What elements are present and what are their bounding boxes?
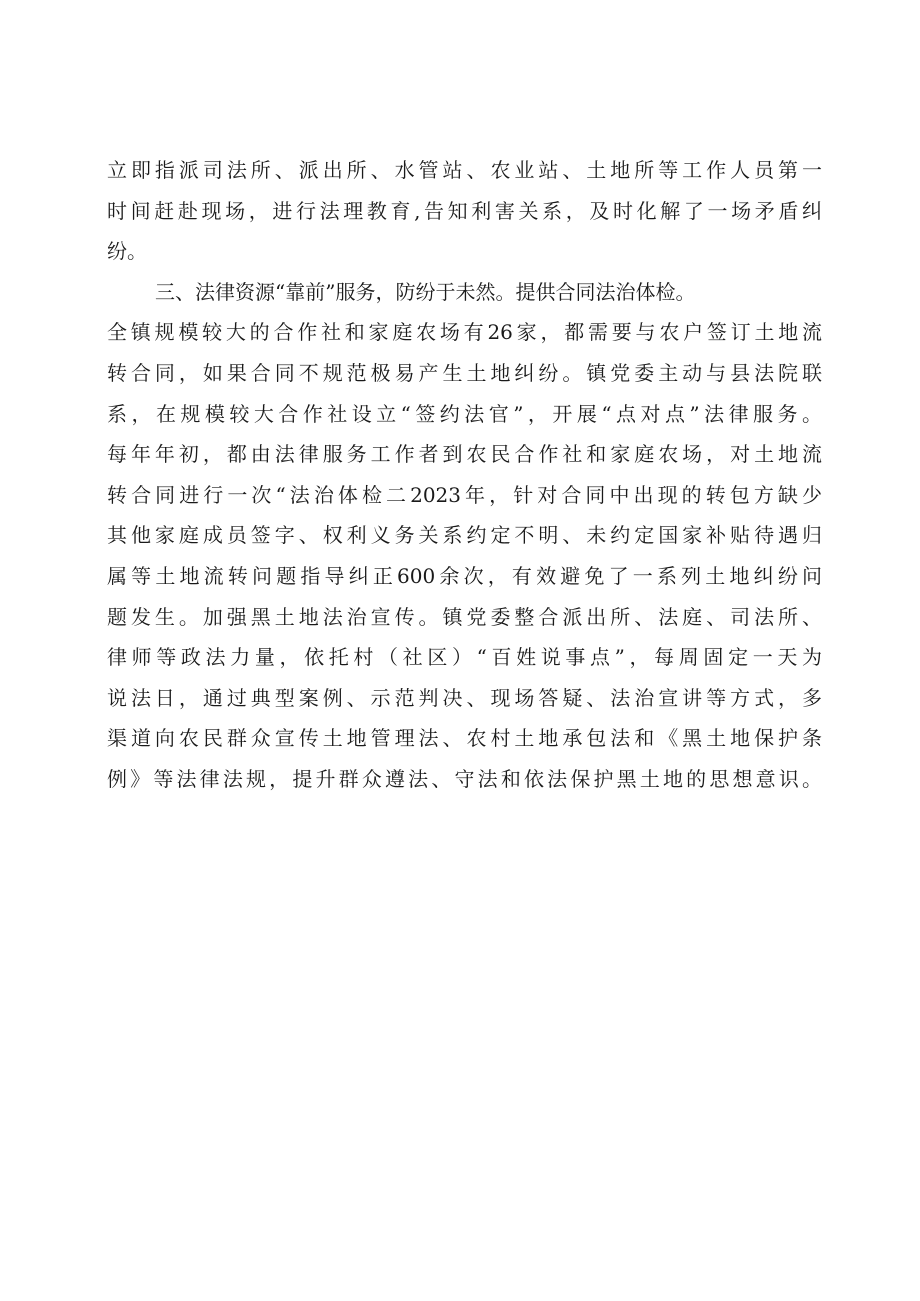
section-heading-line: 三、法律资源“靠前”服务，防纷于未然。提供合同法治体检。 <box>155 279 696 304</box>
text-line: 每年年初，都由法律服务工作者到农民合作社和家庭农场，对土地流 <box>107 442 822 467</box>
body-text <box>107 150 822 800</box>
text-line: 系，在规模较大合作社设立“签约法官”，开展“点对点”法律服务。 <box>107 401 822 426</box>
text-line: 例》等法律法规，提升群众遵法、守法和依法保护黑土地的思想意识。 <box>107 766 822 791</box>
text-line: 纷。 <box>107 239 147 264</box>
text-line: 渠道向农民群众宣传土地管理法、农村土地承包法和《黑土地保护条 <box>107 726 822 751</box>
text-line: 题发生。加强黑土地法治宣传。镇党委整合派出所、法庭、司法所、 <box>107 604 822 629</box>
text-line: 说法日，通过典型案例、示范判决、现场答疑、法治宣讲等方式，多 <box>107 685 822 710</box>
text-line: 其他家庭成员签字、权利义务关系约定不明、未约定国家补贴待遇归 <box>107 523 822 548</box>
text-line: 转合同，如果合同不规范极易产生土地纠纷。镇党委主动与县法院联 <box>107 360 822 385</box>
text-line: 律师等政法力量，依托村（社区）“百姓说事点”，每周固定一天为 <box>107 645 822 670</box>
text-line: 属等土地流转问题指导纠正600余次，有效避免了一系列土地纠纷问 <box>107 563 822 588</box>
text-line: 立即指派司法所、派出所、水管站、农业站、土地所等工作人员第一 <box>107 158 822 182</box>
text-line: 时间赶赴现场，进行法理教育,告知利害关系，及时化解了一场矛盾纠 <box>107 198 822 223</box>
text-line: 转合同进行一次“法治体检二2023年，针对合同中出现的转包方缺少 <box>107 482 822 507</box>
text-line: 全镇规模较大的合作社和家庭农场有26家，都需要与农户签订土地流 <box>107 320 822 345</box>
